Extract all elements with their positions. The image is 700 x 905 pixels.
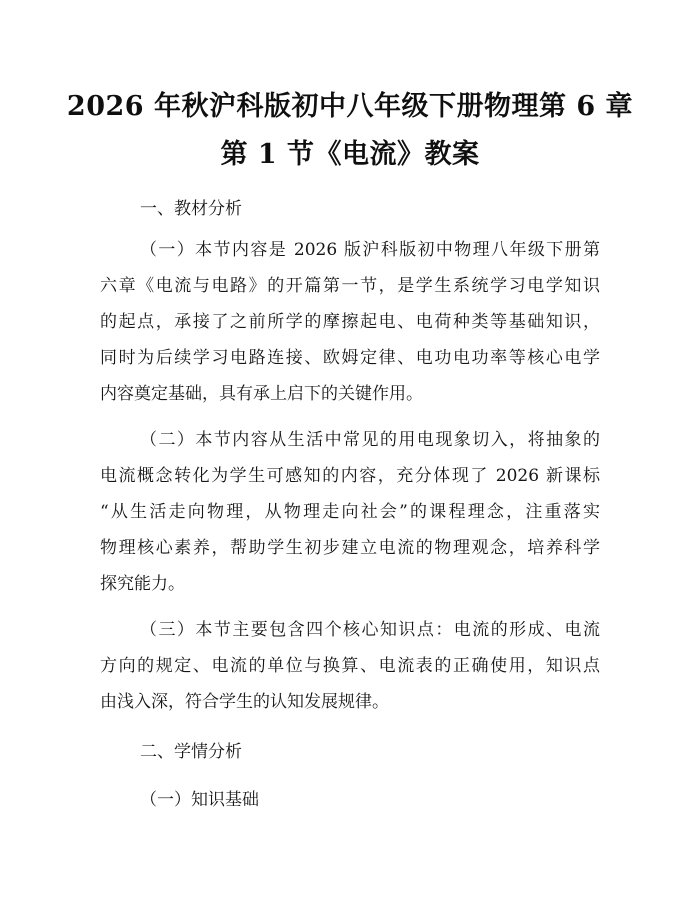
- paragraph-line: 内容奠定基础，具有承上启下的关键作用。: [100, 384, 423, 404]
- paragraph-3: [100, 612, 600, 720]
- paragraph-line: 电流概念转化为学生可感知的内容，充分体现了 2026 新课标: [100, 466, 600, 486]
- subheading-knowledge-base: （一）知识基础: [140, 790, 259, 810]
- paragraph-line: （一）本节内容是 2026 版沪科版初中物理八年级下册第: [140, 240, 600, 260]
- section-heading-textbook-analysis: 一、教材分析: [140, 199, 242, 219]
- document-title-line-2: 第 1 节《电流》教案: [220, 139, 480, 170]
- paragraph-1: [100, 232, 600, 412]
- section-heading-student-analysis: 二、学情分析: [140, 742, 242, 762]
- paragraph-line: 由浅入深，符合学生的认知发展规律。: [100, 692, 389, 712]
- document-title-line-1: 2026 年秋沪科版初中八年级下册物理第 6 章: [66, 91, 634, 122]
- paragraph-line: （二）本节内容从生活中常见的用电现象切入，将抽象的: [140, 430, 600, 450]
- paragraph-line: 的起点，承接了之前所学的摩擦起电、电荷种类等基础知识，: [100, 312, 600, 332]
- paragraph-line: 探究能力。: [100, 574, 185, 594]
- paragraph-line: 六章《电流与电路》的开篇第一节，是学生系统学习电学知识: [100, 276, 600, 296]
- paragraph-line: 方向的规定、电流的单位与换算、电流表的正确使用，知识点: [100, 656, 600, 676]
- paragraph-line: 物理核心素养，帮助学生初步建立电流的物理观念，培养科学: [100, 538, 600, 558]
- paragraph-line: 同时为后续学习电路连接、欧姆定律、电功电功率等核心电学: [100, 348, 600, 368]
- paragraph-2: [100, 422, 600, 602]
- paragraph-line: “从生活走向物理，从物理走向社会”的课程理念，注重落实: [100, 502, 600, 522]
- paragraph-line: （三）本节主要包含四个核心知识点：电流的形成、电流: [140, 620, 600, 640]
